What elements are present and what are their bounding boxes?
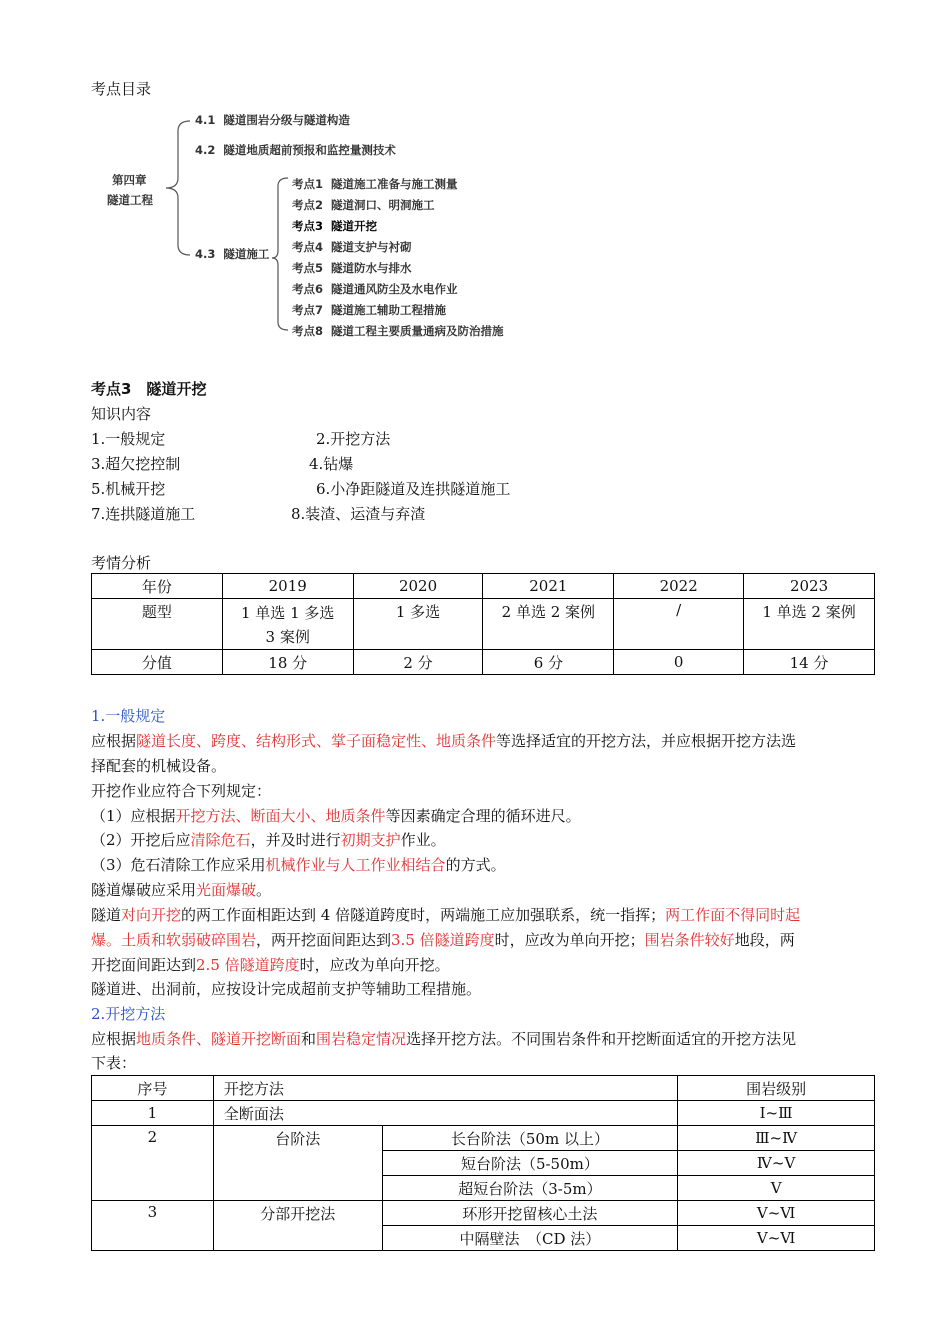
section-4-3 [195,246,269,262]
table-cell: 短台阶法（5-50m） [382,1151,678,1176]
table-cell: 2019 [222,574,353,599]
table-row [92,574,875,599]
knowledge-item: 1.一般规定 [91,430,166,448]
knowledge-item: 3.超欠挖控制 [91,455,181,473]
table-cell: Ⅴ [678,1176,875,1201]
table-cell: 2 分 [353,650,483,675]
table-cell: 围岩级别 [678,1076,875,1101]
page-heading: 考点3 隧道开挖 [91,380,207,398]
knowledge-item: 7.连拱隧道施工 [91,505,196,523]
section-4-1-text: 隧道围岩分级与隧道构造 [223,113,350,127]
table-cell: Ⅴ~Ⅵ [678,1226,875,1251]
table-cell: 2 单选 2 案例 [483,599,614,650]
section-4-2-text: 隧道地质超前预报和监控量测技术 [223,143,396,157]
table-cell: 2023 [744,574,875,599]
point-item: 考点5 隧道防水与排水 [292,261,412,275]
table-row [92,1126,875,1151]
table-cell: 环形开挖留核心土法 [382,1201,678,1226]
section-1-title: 1.一般规定 [91,707,166,725]
knowledge-item: 4.钻爆 [309,455,354,473]
section-4-2-num: 4.2 [195,143,216,157]
section-4-3-num: 4.3 [195,247,216,261]
table-row [92,1076,875,1101]
section-4-1-num: 4.1 [195,113,216,127]
table-cell: 中隔壁法 （CD 法） [382,1226,678,1251]
knowledge-title: 知识内容 [91,405,152,423]
rule-2: （2）开挖后应清除危石，并及时进行初期支护作业。 [91,831,446,849]
table-cell: 序号 [92,1076,214,1101]
section-1-p4-line2: 爆。土质和软弱破碎围岩，两开挖面间距达到3.5 倍隧道跨度时，应改为单向开挖；围岩条件较好地段，两 [91,931,795,949]
section-4-3-text: 隧道施工 [223,247,270,261]
table-cell: 18 分 [222,650,353,675]
table-cell: 题型 [92,599,223,650]
rule-3: （3）危石清除工作应采用机械作业与人工作业相结合的方式。 [91,856,506,874]
table-cell: 2022 [614,574,744,599]
table-cell: 1 单选 2 案例 [744,599,875,650]
table-cell: 1 多选 [353,599,483,650]
table-cell: 3 [92,1201,214,1251]
table-cell: 分部开挖法 [213,1201,382,1251]
section-1-p1-line2: 择配套的机械设备。 [91,757,227,775]
table-cell: Ⅳ~Ⅴ [678,1151,875,1176]
table-cell: 台阶法 [213,1126,382,1201]
section-1-p5: 隧道进、出洞前，应按设计完成超前支护等辅助工程措施。 [91,980,482,998]
point-item: 考点4 隧道支护与衬砌 [292,240,412,254]
analysis-table [91,573,875,675]
table-cell: 1 单选 1 多选 3 案例 [222,599,353,650]
table-cell: 超短台阶法（3-5m） [382,1176,678,1201]
section-2-title: 2.开挖方法 [91,1005,166,1023]
table-cell: 1 [92,1101,214,1126]
knowledge-item: 2.开挖方法 [316,430,391,448]
table-row [92,650,875,675]
section-4-1 [195,112,350,128]
knowledge-item: 8.装渣、运渣与弃渣 [291,505,426,523]
table-cell: Ⅲ~Ⅳ [678,1126,875,1151]
table-cell: 分值 [92,650,223,675]
knowledge-item: 6.小净距隧道及连拱隧道施工 [316,480,511,498]
table-row [92,1101,875,1126]
table-cell: 2021 [483,574,614,599]
table-cell: / [614,599,744,650]
section-2-p1-line1: 应根据地质条件、隧道开挖断面和围岩稳定情况选择开挖方法。不同围岩条件和开挖断面适宜的开挖方法见 [91,1030,797,1048]
table-cell: 0 [614,650,744,675]
point-item: 考点6 隧道通风防尘及水电作业 [292,282,458,296]
table-cell: 年份 [92,574,223,599]
point-item: 考点1 隧道施工准备与施工测量 [292,177,458,191]
table-cell: Ⅰ~Ⅲ [678,1101,875,1126]
table-cell: 2 [92,1126,214,1201]
table-cell: Ⅴ~Ⅵ [678,1201,875,1226]
point-item: 考点2 隧道洞口、明洞施工 [292,198,435,212]
method-table [91,1075,875,1251]
point-item: 考点8 隧道工程主要质量通病及防治措施 [292,324,504,338]
section-2-p1-line2: 下表： [91,1054,137,1072]
table-cell: 2020 [353,574,483,599]
rule-1: （1）应根据开挖方法、断面大小、地质条件等因素确定合理的循环进尺。 [91,807,581,825]
section-1-p4-line1: 隧道对向开挖的两工作面相距达到 4 倍隧道跨度时，两端施工应加强联系，统一指挥；两工作面不得同时起 [91,906,801,924]
table-cell: 开挖方法 [213,1076,677,1101]
section-4-2 [195,142,396,158]
toc-title: 考点目录 [91,80,152,98]
table-cell: 6 分 [483,650,614,675]
point-item: 考点7 隧道施工辅助工程措施 [292,303,447,317]
section-1-p3: 隧道爆破应采用光面爆破。 [91,881,272,899]
section-1-p1-line1: 应根据隧道长度、跨度、结构形式、掌子面稳定性、地质条件等选择适宜的开挖方法，并应根据开挖方法选 [91,732,797,750]
knowledge-item: 5.机械开挖 [91,480,166,498]
chapter-label-1: 第四章 [112,173,147,187]
section-1-p2: 开挖作业应符合下列规定： [91,782,272,800]
point-item-current: 考点3 隧道开挖 [292,219,378,233]
table-cell: 全断面法 [213,1101,677,1126]
chapter-label-2: 隧道工程 [107,193,153,207]
table-cell: 长台阶法（50m 以上） [382,1126,678,1151]
table-cell: 14 分 [744,650,875,675]
table-row [92,599,875,650]
table-row [92,1201,875,1226]
section-1-p4-line3: 开挖面间距达到2.5 倍隧道跨度时，应改为单向开挖。 [91,956,450,974]
analysis-title: 考情分析 [91,554,152,572]
